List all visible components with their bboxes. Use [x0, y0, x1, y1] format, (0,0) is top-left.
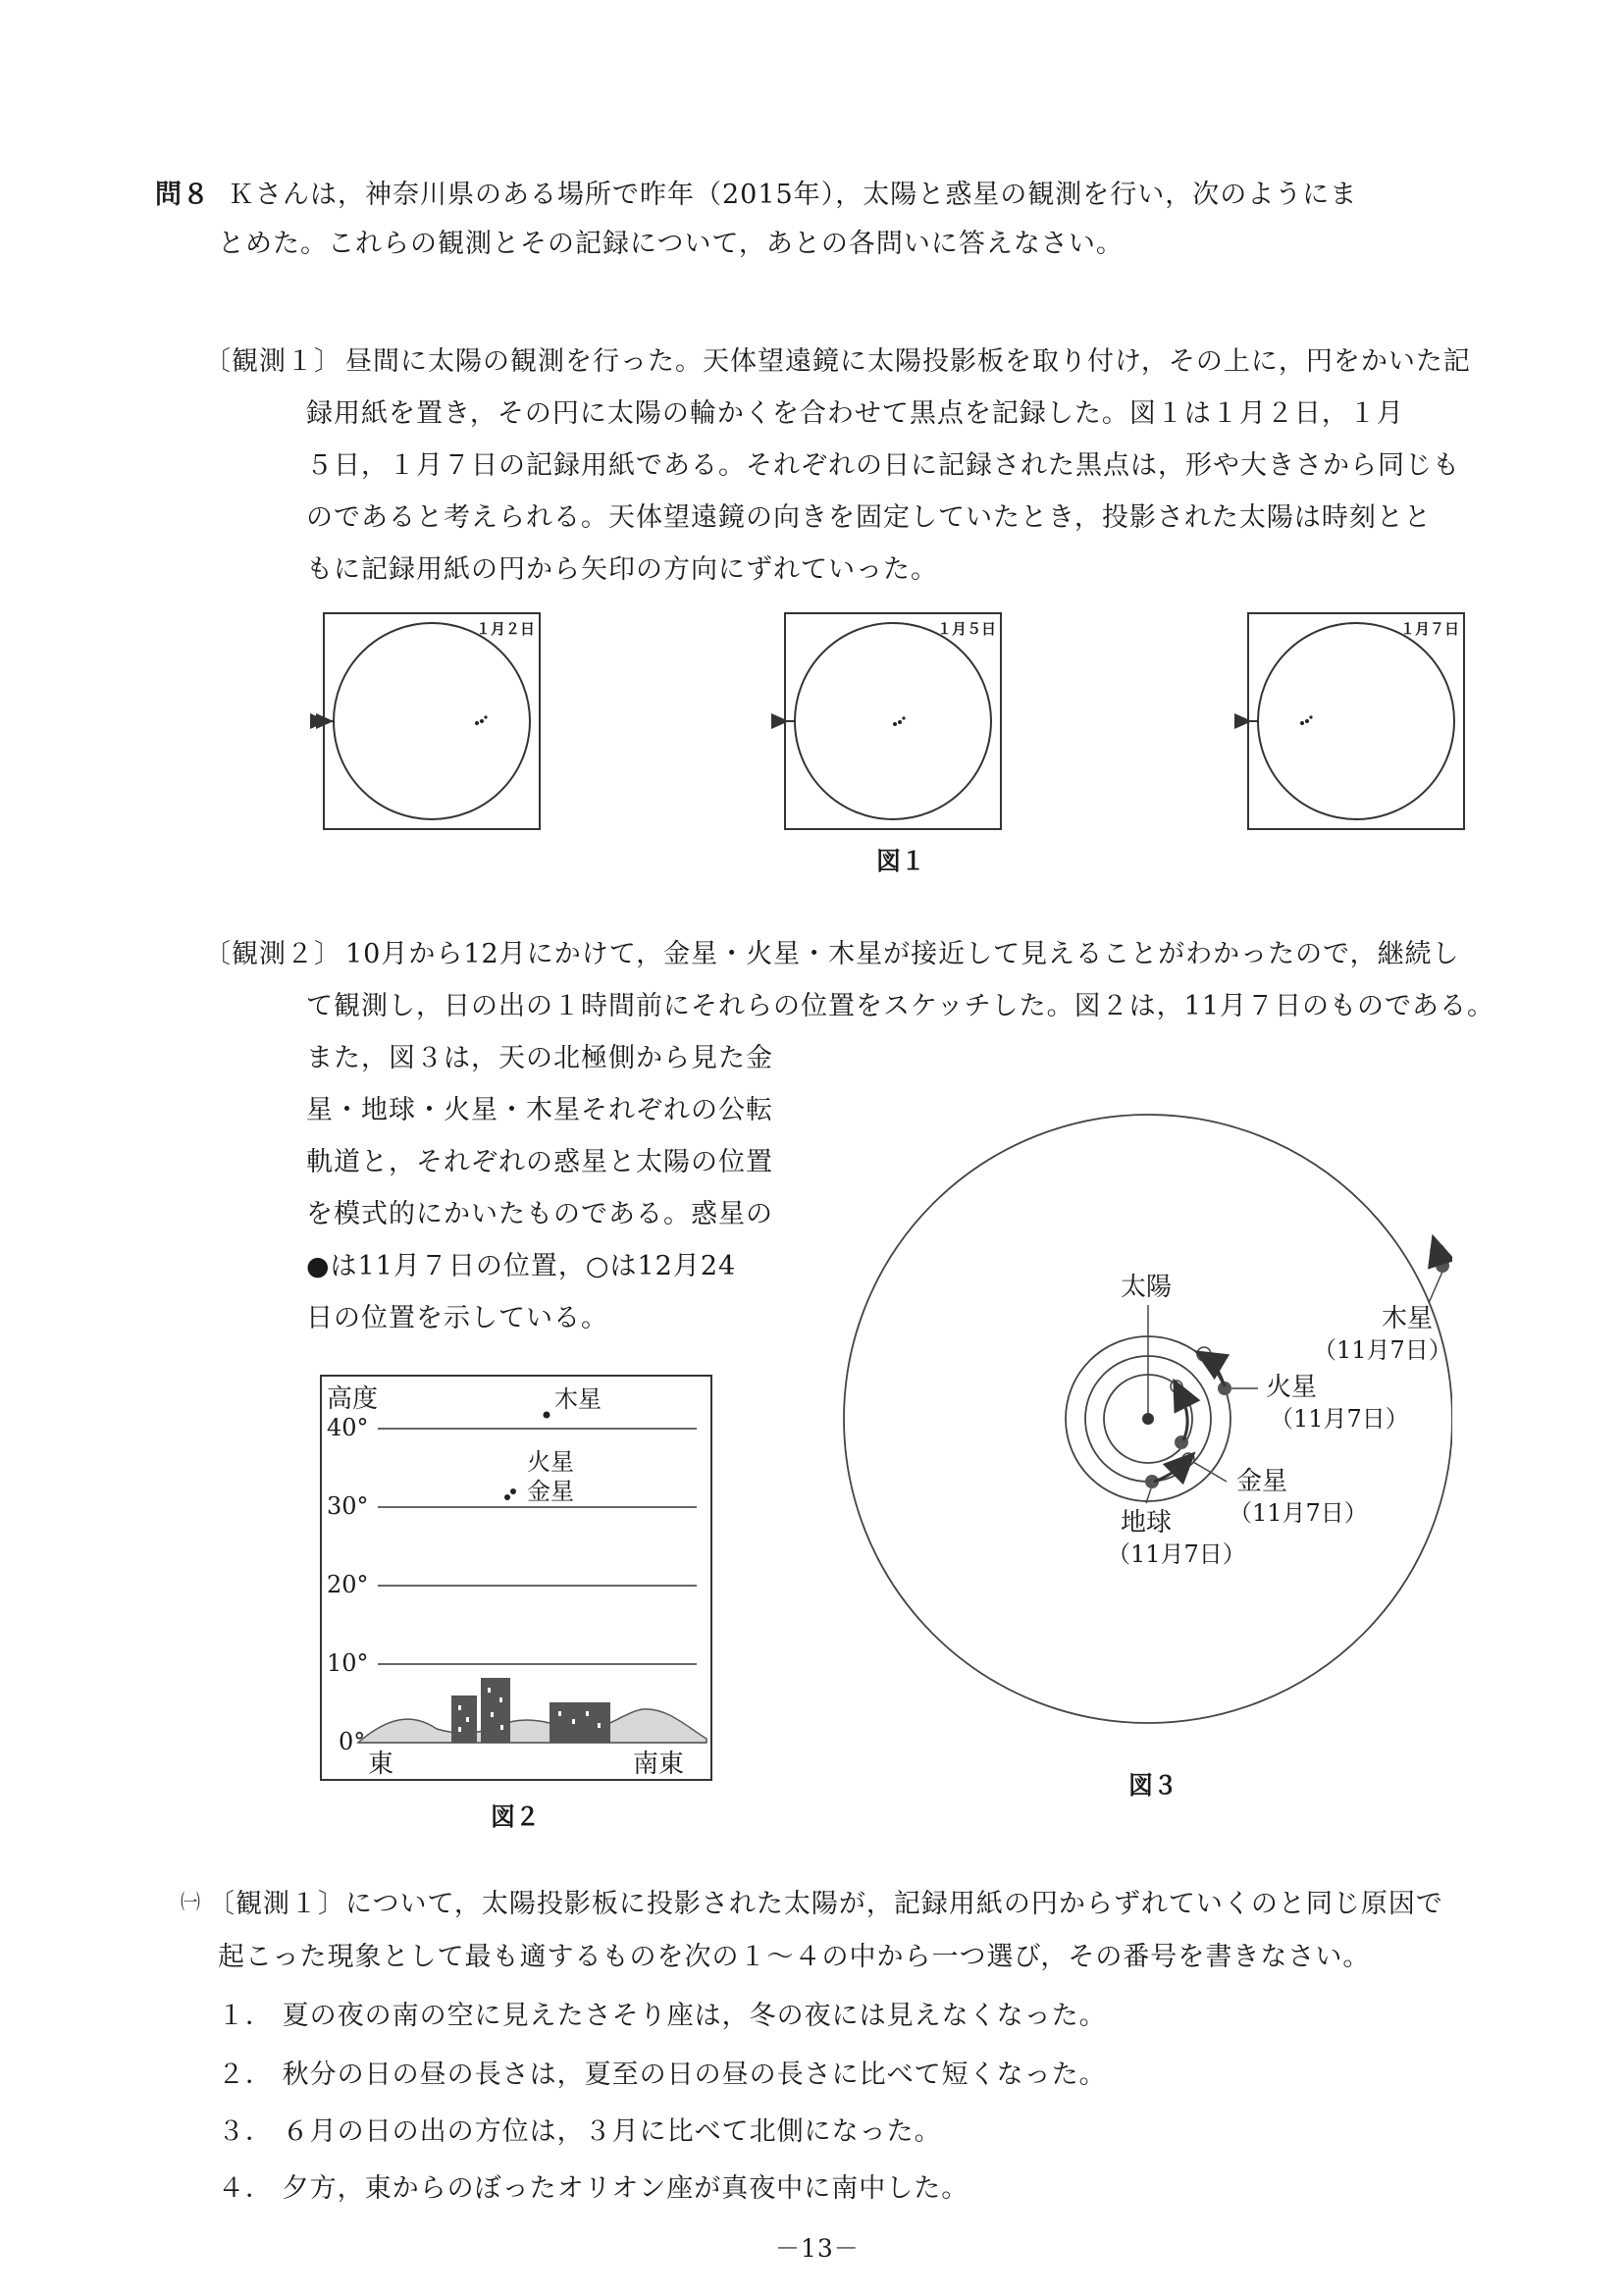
fig1-date-1: １月２日 — [475, 620, 535, 638]
obs1-line: もに記録用紙の円から矢印の方向にずれていった。 — [306, 554, 938, 585]
page-number: －13－ — [775, 2234, 860, 2263]
figure-1-caption: 図１ — [876, 847, 926, 875]
sunspot-panel-jan2 — [324, 613, 540, 829]
obs2-side-line: 星・地球・火星・木星それぞれの公転 — [306, 1095, 773, 1125]
obs2-side-line: ●は11月７日の位置，○は12月24 — [306, 1251, 737, 1281]
obs1-line: のであると考えられる。天体望遠鏡の向きを固定していたとき，投影された太陽は時刻とと — [306, 502, 1432, 533]
obs1-line: ５日，１月７日の記録用紙である。それぞれの日に記録された黒点は，形や大きさから同じも — [306, 450, 1460, 481]
sunspot-panel-jan7 — [1248, 613, 1464, 829]
fig2-dir-east: 東 — [368, 1749, 394, 1779]
question-number: 問８ — [155, 180, 210, 210]
obs1-line: 録用紙を置き，その円に太陽の輪かくを合わせて黒点を記録した。図１は１月２日，１月 — [306, 398, 1404, 429]
fig2-y-label: 高度 — [327, 1384, 379, 1414]
obs2-side-line: 軌道と，それぞれの惑星と太陽の位置 — [306, 1147, 773, 1177]
fig2-tick: 20° — [327, 1571, 369, 1598]
fig3-sun-label: 太陽 — [1121, 1273, 1173, 1302]
fig2-planet-mars: 火星 — [527, 1448, 574, 1476]
fig3-venus-date: （11月7日） — [1229, 1499, 1368, 1527]
figure-3 — [824, 1050, 1452, 1756]
fig2-tick: 10° — [327, 1649, 369, 1677]
fig2-tick: 40° — [327, 1414, 369, 1441]
figure-1 — [294, 599, 1492, 844]
obs2-side-line: 日の位置を示している。 — [306, 1303, 608, 1333]
obs2-side-line: また，図３は，天の北極側から見た金 — [306, 1043, 773, 1073]
fig3-jupiter-date: （11月7日） — [1313, 1336, 1452, 1364]
fig2-dir-southeast: 南東 — [633, 1749, 685, 1779]
answer-choice-2: ２． 秋分の日の昼の長さは，夏至の日の昼の長さに比べて短くなった。 — [218, 2060, 1107, 2090]
figure-3-caption: 図３ — [1128, 1771, 1178, 1800]
fig3-jupiter-label: 木星 — [1382, 1304, 1434, 1333]
fig2-planet-jupiter: 木星 — [554, 1385, 602, 1413]
obs1-line: 昼間に太陽の観測を行った。天体望遠鏡に太陽投影板を取り付け，その上に，円をかいた記 — [345, 346, 1471, 377]
fig3-mars-label: 火星 — [1266, 1373, 1318, 1402]
answer-choice-4: ４． 夕方，東からのぼったオリオン座が真夜中に南中した。 — [218, 2173, 969, 2204]
fig2-tick: 0° — [339, 1728, 366, 1755]
question-intro-line2: とめた。これらの観測とその記録について，あとの各問いに答えなさい。 — [218, 229, 1124, 259]
sub-question-line2: 起こった現象として最も適するものを次の１～４の中から一つ選び，その番号を書きなさい。 — [218, 1942, 1371, 1972]
fig2-planet-venus: 金星 — [527, 1478, 574, 1505]
obs1-label: 〔観測１〕 — [204, 346, 341, 377]
sub-question-line1: 〔観測１〕について，太陽投影板に投影された太陽が，記録用紙の円からずれていくのと同じ原因で — [208, 1889, 1443, 1919]
figure-2-caption: 図２ — [491, 1802, 541, 1831]
fig3-earth-date: （11月7日） — [1107, 1540, 1246, 1568]
fig3-mars-date: （11月7日） — [1270, 1405, 1409, 1433]
fig3-earth-label: 地球 — [1121, 1508, 1173, 1538]
obs2-side-line: を模式的にかいたものである。惑星の — [306, 1199, 773, 1229]
answer-choice-3: ３． ６月の日の出の方位は，３月に比べて北側になった。 — [218, 2116, 942, 2147]
answer-choice-1: １． 夏の夜の南の空に見えたさそり座は，冬の夜には見えなくなった。 — [218, 2001, 1107, 2031]
fig1-date-3: １月７日 — [1399, 620, 1459, 638]
obs2-line2: て観測し，日の出の１時間前にそれらの位置をスケッチした。図２は，11月７日のものである。 — [306, 991, 1495, 1021]
fig1-date-2: １月５日 — [936, 620, 996, 638]
sub-question-label: ㈠ — [181, 1890, 201, 1913]
fig3-venus-label: 金星 — [1236, 1467, 1288, 1496]
obs2-label: 〔観測２〕 — [204, 939, 341, 969]
sunspot-panel-jan5 — [785, 613, 1001, 829]
figure-2 — [319, 1374, 721, 1786]
obs2-line1: 10月から12月にかけて，金星・火星・木星が接近して見えることがわかったので，継続し — [345, 939, 1460, 969]
fig2-tick: 30° — [327, 1492, 369, 1520]
question-intro-line1: Ｋさんは，神奈川県のある場所で昨年（2015年），太陽と惑星の観測を行い，次のようにま — [228, 180, 1358, 210]
